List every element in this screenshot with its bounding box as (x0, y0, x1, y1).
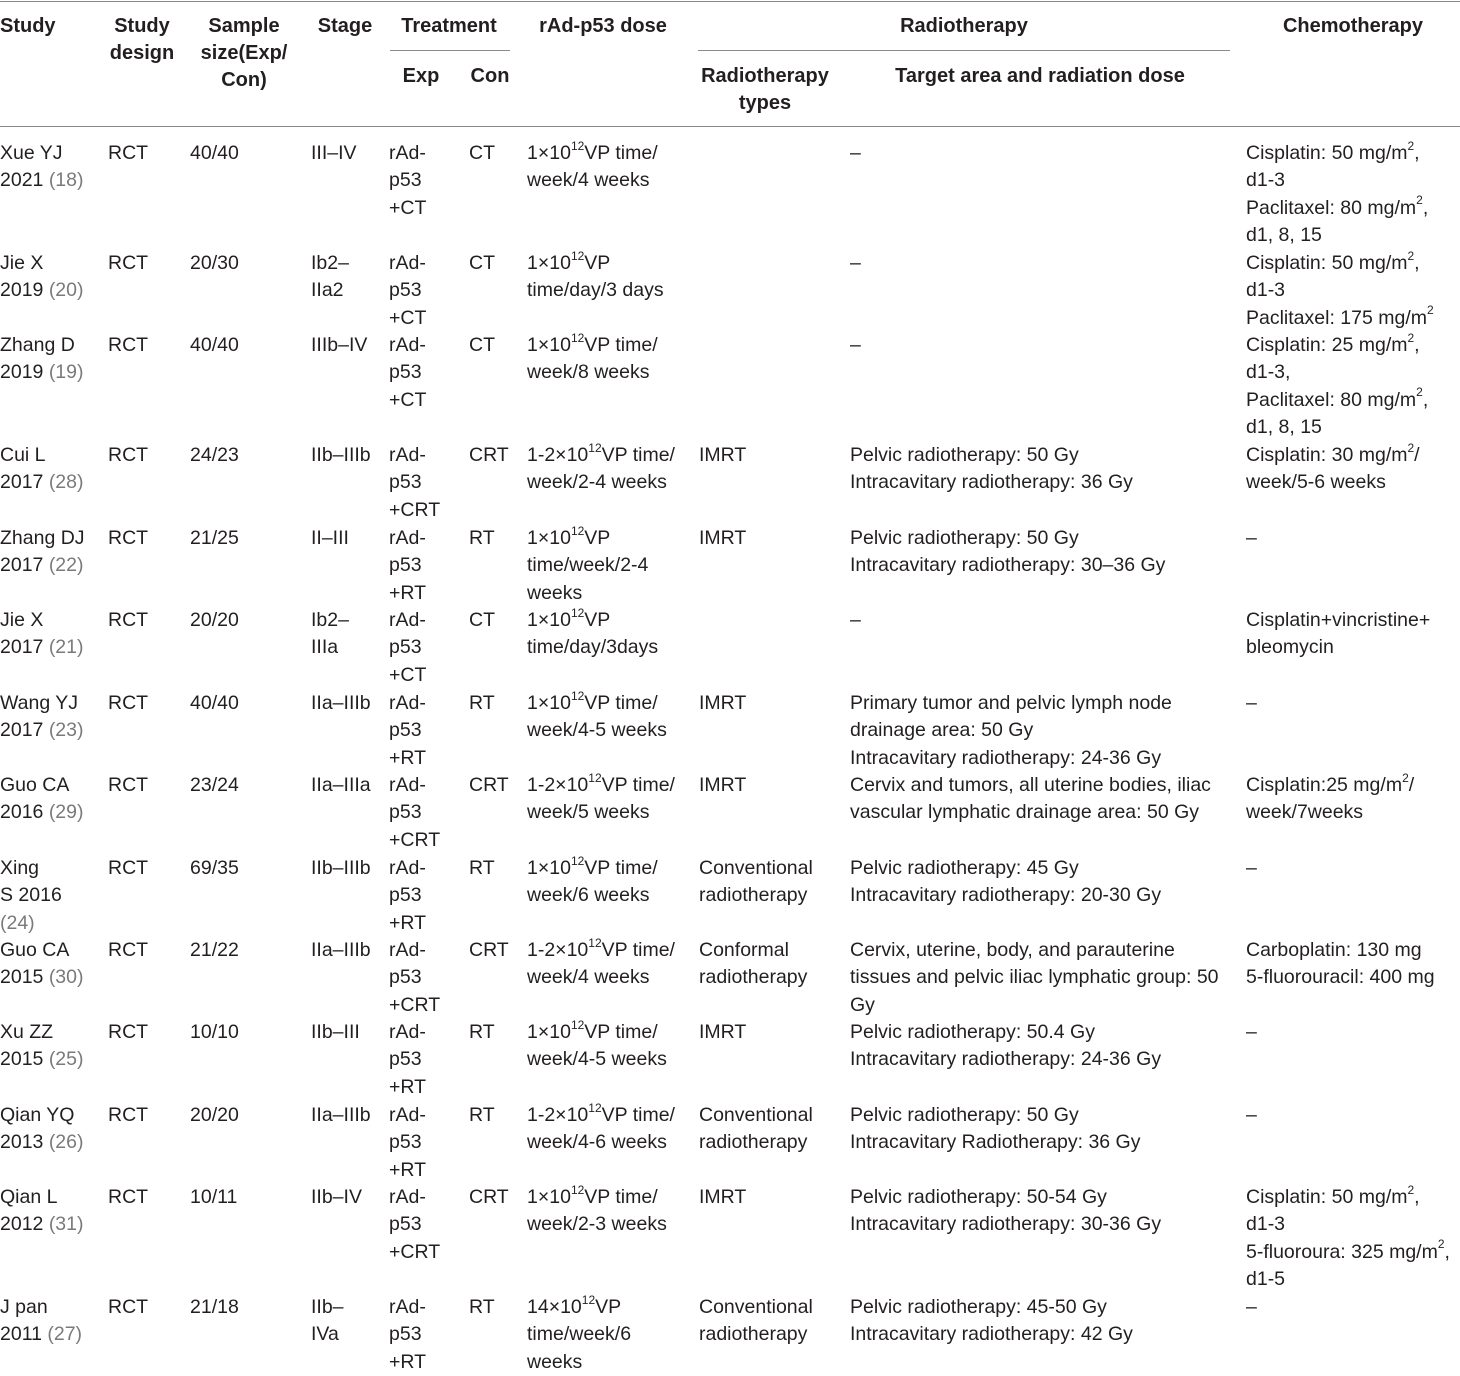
cell-treatment-con: RT (469, 1296, 495, 1318)
cell-target-dose: Primary tumor and pelvic lymph node drainage area: 50 Gy Intracavitary radiotherapy: 24-36 Gy (850, 692, 1172, 769)
cell-sample-size: 20/30 (190, 252, 239, 274)
cell-treatment-exp: rAd- p53 +RT (389, 692, 427, 769)
header-dose: rAd-p53 dose (539, 15, 667, 37)
cell-target-dose: Pelvic radiotherapy: 50 Gy Intracavitary Radiotherapy: 36 Gy (850, 1104, 1141, 1154)
cell-chemotherapy: Carboplatin: 130 mg 5-fluorouracil: 400 mg (1246, 939, 1435, 989)
radiotherapy-subrule (698, 50, 1230, 51)
reference-link[interactable]: (24) (0, 911, 35, 934)
cell-sample-size: 20/20 (190, 609, 239, 631)
cell-treatment-con: CT (469, 252, 495, 274)
cell-radiotherapy-type: IMRT (699, 527, 747, 549)
cell-target-dose: Cervix, uterine, body, and parauterine tissues and pelvic iliac lymphatic group: 50 Gy (850, 939, 1219, 1016)
reference-link[interactable]: (18) (48, 169, 84, 192)
cell-radiotherapy-type: Conventional radiotherapy (699, 857, 813, 907)
cell-stage: IIIb–IV (311, 334, 368, 356)
cell-target-dose: Cervix and tumors, all uterine bodies, iliac vascular lymphatic drainage area: 50 Gy (850, 774, 1211, 824)
cell-sample-size: 23/24 (190, 774, 239, 796)
reference-link[interactable]: (20) (48, 279, 84, 302)
cell-study: Wang YJ 2017 (23) (0, 692, 84, 742)
cell-target-dose: Pelvic radiotherapy: 45 Gy Intracavitary radiotherapy: 20-30 Gy (850, 857, 1162, 907)
cell-treatment-con: CRT (469, 939, 509, 961)
cell-study-design: RCT (108, 527, 149, 549)
cell-chemotherapy: Cisplatin: 30 $mg/m^2/$ week/5-6 weeks (1246, 440, 1420, 494)
cell-study-design: RCT (108, 1104, 149, 1126)
reference-link[interactable]: (22) (48, 554, 84, 577)
reference-link[interactable]: (30) (48, 966, 84, 989)
cell-sample-size: 69/35 (190, 857, 239, 879)
cell-study-design: RCT (108, 609, 149, 631)
cell-radiotherapy-type: IMRT (699, 1186, 747, 1208)
cell-treatment-exp: rAd- p53 +RT (389, 1296, 427, 1373)
cell-treatment-exp: rAd- p53 +RT (389, 527, 427, 604)
cell-treatment-con: CRT (469, 444, 509, 466)
reference-link[interactable]: (25) (48, 1048, 84, 1071)
cell-target-dose: – (850, 609, 861, 631)
cell-treatment-exp: rAd- p53 +RT (389, 857, 427, 934)
cell-study-design: RCT (108, 857, 149, 879)
cell-chemotherapy: – (1246, 1296, 1257, 1318)
cell-study-design: RCT (108, 692, 149, 714)
cell-target-dose: Pelvic radiotherapy: 50 Gy Intracavitary radiotherapy: 36 Gy (850, 444, 1133, 494)
cell-radiotherapy-type: IMRT (699, 692, 747, 714)
cell-radiotherapy-type: IMRT (699, 444, 747, 466)
cell-treatment-con: RT (469, 1021, 495, 1043)
cell-treatment-con: CRT (469, 1186, 509, 1208)
cell-study: Cui L 2017 (28) (0, 444, 84, 494)
header-radiotherapy: Radiotherapy (900, 15, 1028, 37)
cell-treatment-con: CT (469, 142, 495, 164)
cell-study: Jie X 2017 (21) (0, 609, 84, 659)
cell-dose: $1\times 10^{12}VP$ time/ week/8 weeks (527, 330, 658, 384)
cell-stage: IIb–IIIb (311, 444, 371, 466)
header-target-area: Target area and radiation dose (895, 65, 1185, 87)
cell-stage: IIb–IIIb (311, 857, 371, 879)
cell-radiotherapy-type: Conventional radiotherapy (699, 1296, 813, 1346)
cell-sample-size: 40/40 (190, 692, 239, 714)
header-study-design: Study design (109, 15, 175, 64)
cell-stage: II–III (311, 527, 349, 549)
cell-treatment-exp: rAd- p53 +RT (389, 1104, 427, 1181)
cell-treatment-exp: rAd- p53 +CRT (389, 774, 441, 851)
cell-radiotherapy-type: Conventional radiotherapy (699, 1104, 813, 1154)
cell-study-design: RCT (108, 774, 149, 796)
cell-dose: $1-2\times 10^{12}VP$ time/ week/5 weeks (527, 770, 675, 824)
cell-target-dose: Pelvic radiotherapy: 45-50 Gy Intracavitary radiotherapy: 42 Gy (850, 1296, 1133, 1346)
cell-chemotherapy: Cisplatin: 25 $mg/m^2$, d1-3, Paclitaxel: 80 $mg/m^2$, d1, 8, 15 (1246, 330, 1429, 439)
cell-treatment-exp: rAd- p53 +CT (389, 142, 427, 219)
cell-stage: Ib2– IIIa (311, 609, 349, 659)
cell-treatment-con: CT (469, 334, 495, 356)
cell-dose: $1\times 10^{12}VP$ time/ week/2-3 weeks (527, 1182, 667, 1236)
reference-link[interactable]: (21) (48, 636, 84, 659)
reference-link[interactable]: (27) (47, 1323, 83, 1346)
cell-study: Guo CA 2015 (30) (0, 939, 84, 989)
header-chemotherapy: Chemotherapy (1282, 15, 1424, 37)
cell-dose: $1\times 10^{12}VP$ time/ week/6 weeks (527, 853, 658, 907)
cell-chemotherapy: Cisplatin:25 $mg/m^2/$ week/7weeks (1246, 770, 1415, 824)
cell-chemotherapy: Cisplatin+vincristine+ bleomycin (1246, 609, 1431, 659)
cell-sample-size: 40/40 (190, 334, 239, 356)
cell-sample-size: 21/22 (190, 939, 239, 961)
cell-chemotherapy: Cisplatin: 50 $mg/m^2$, d1-3 Paclitaxel: 80 $mg/m^2$, d1, 8, 15 (1246, 138, 1429, 247)
cell-treatment-exp: rAd- p53 +CT (389, 334, 427, 411)
cell-study-design: RCT (108, 939, 149, 961)
cell-stage: IIa–IIIb (311, 692, 371, 714)
cell-sample-size: 10/10 (190, 1021, 239, 1043)
cell-study: Zhang DJ 2017 (22) (0, 527, 85, 577)
header-con: Con (470, 65, 510, 87)
cell-stage: IIb–IV (311, 1186, 362, 1208)
cell-study: Qian YQ 2013 (26) (0, 1104, 84, 1154)
cell-study-design: RCT (108, 252, 149, 274)
reference-link[interactable]: (19) (48, 361, 84, 384)
reference-link[interactable]: (26) (48, 1131, 84, 1154)
cell-study: Xing S 2016 (24) (0, 857, 62, 934)
cell-stage: IIa–IIIb (311, 939, 371, 961)
table-top-rule (0, 1, 1460, 2)
cell-target-dose: Pelvic radiotherapy: 50.4 Gy Intracavitary radiotherapy: 24-36 Gy (850, 1021, 1162, 1071)
cell-study: Guo CA 2016 (29) (0, 774, 84, 824)
cell-treatment-exp: rAd- p53 +RT (389, 1021, 427, 1098)
cell-study-design: RCT (108, 1186, 149, 1208)
cell-sample-size: 24/23 (190, 444, 239, 466)
header-bottom-rule (0, 126, 1460, 127)
cell-treatment-con: RT (469, 857, 495, 879)
cell-study: Xu ZZ 2015 (25) (0, 1021, 84, 1071)
reference-link[interactable]: (23) (48, 719, 84, 742)
cell-sample-size: 20/20 (190, 1104, 239, 1126)
cell-stage: IIb– IVa (311, 1296, 344, 1346)
cell-target-dose: – (850, 142, 861, 164)
cell-target-dose: Pelvic radiotherapy: 50-54 Gy Intracavitary radiotherapy: 30-36 Gy (850, 1186, 1162, 1236)
cell-dose: $1-2\times 10^{12}VP$ time/ week/4-6 weeks (527, 1100, 675, 1154)
cell-study: Xue YJ 2021 (18) (0, 142, 84, 192)
treatment-subrule (390, 50, 510, 51)
cell-dose: $1\times 10^{12}VP$ time/day/3days (527, 605, 659, 659)
cell-study-design: RCT (108, 1296, 149, 1318)
cell-target-dose: – (850, 334, 861, 356)
cell-dose: $14\times 10^{12}VP$ time/week/6 weeks (527, 1292, 632, 1373)
cell-radiotherapy-type: IMRT (699, 774, 747, 796)
cell-dose: $1-2\times 10^{12}VP$ time/ week/4 weeks (527, 935, 675, 989)
cell-study: Zhang D 2019 (19) (0, 334, 84, 384)
cell-radiotherapy-type: IMRT (699, 1021, 747, 1043)
cell-target-dose: – (850, 252, 861, 274)
header-exp: Exp (402, 65, 440, 87)
cell-study: Jie X 2019 (20) (0, 252, 84, 302)
header-stage: Stage (317, 15, 373, 37)
cell-dose: $1\times 10^{12}VP$ time/ week/4-5 weeks (527, 1017, 667, 1071)
cell-study-design: RCT (108, 334, 149, 356)
cell-stage: IIb–III (311, 1021, 360, 1043)
cell-chemotherapy: Cisplatin: 50 $mg/m^2$, d1-3 Paclitaxel: 175 $mg/m^2$ (1246, 248, 1434, 329)
cell-sample-size: 40/40 (190, 142, 239, 164)
cell-chemotherapy: – (1246, 1021, 1257, 1043)
cell-study-design: RCT (108, 142, 149, 164)
cell-stage: III–IV (311, 142, 357, 164)
cell-chemotherapy: – (1246, 527, 1257, 549)
cell-treatment-con: RT (469, 1104, 495, 1126)
cell-treatment-con: CT (469, 609, 495, 631)
reference-link[interactable]: (28) (48, 471, 84, 494)
cell-dose: $1\times 10^{12}VP$ time/day/3 days (527, 248, 664, 302)
cell-study-design: RCT (108, 444, 149, 466)
cell-sample-size: 21/25 (190, 527, 239, 549)
cell-dose: $1\times 10^{12}VP$ time/ week/4-5 weeks (527, 688, 667, 742)
cell-dose: $1-2\times 10^{12}VP$ time/ week/2-4 weeks (527, 440, 675, 494)
cell-treatment-exp: rAd- p53 +CT (389, 609, 427, 686)
cell-treatment-exp: rAd- p53 +CRT (389, 444, 441, 521)
cell-dose: $1\times 10^{12}VP$ time/week/2-4 weeks (527, 523, 649, 604)
cell-study: Qian L 2012 (31) (0, 1186, 84, 1236)
cell-target-dose: Pelvic radiotherapy: 50 Gy Intracavitary radiotherapy: 30–36 Gy (850, 527, 1166, 577)
cell-treatment-exp: rAd- p53 +CT (389, 252, 427, 329)
cell-chemotherapy: Cisplatin: 50 $mg/m^2$, d1-3 5-fluoroura: 325 $mg/m^2$, d1-5 (1246, 1182, 1450, 1291)
cell-chemotherapy: – (1246, 857, 1257, 879)
cell-sample-size: 21/18 (190, 1296, 239, 1318)
reference-link[interactable]: (31) (48, 1213, 84, 1236)
cell-study-design: RCT (108, 1021, 149, 1043)
header-treatment: Treatment (401, 15, 497, 37)
cell-treatment-con: CRT (469, 774, 509, 796)
cell-treatment-con: RT (469, 692, 495, 714)
cell-stage: Ib2– IIa2 (311, 252, 349, 302)
cell-study: J pan 2011 (27) (0, 1296, 83, 1346)
cell-chemotherapy: – (1246, 1104, 1257, 1126)
cell-dose: $1\times 10^{12}VP$ time/ week/4 weeks (527, 138, 658, 192)
cell-sample-size: 10/11 (190, 1186, 238, 1208)
cell-stage: IIa–IIIb (311, 1104, 371, 1126)
header-study: Study (0, 15, 56, 37)
cell-treatment-con: RT (469, 527, 495, 549)
cell-treatment-exp: rAd- p53 +CRT (389, 939, 441, 1016)
cell-chemotherapy: – (1246, 692, 1257, 714)
cell-stage: IIa–IIIa (311, 774, 371, 796)
cell-treatment-exp: rAd- p53 +CRT (389, 1186, 441, 1263)
cell-radiotherapy-type: Conformal radiotherapy (699, 939, 808, 989)
reference-link[interactable]: (29) (48, 801, 84, 824)
header-radiotherapy-types: Radiotherapy types (701, 65, 829, 114)
header-sample-size: Sample size(Exp/ Con) (200, 15, 288, 91)
